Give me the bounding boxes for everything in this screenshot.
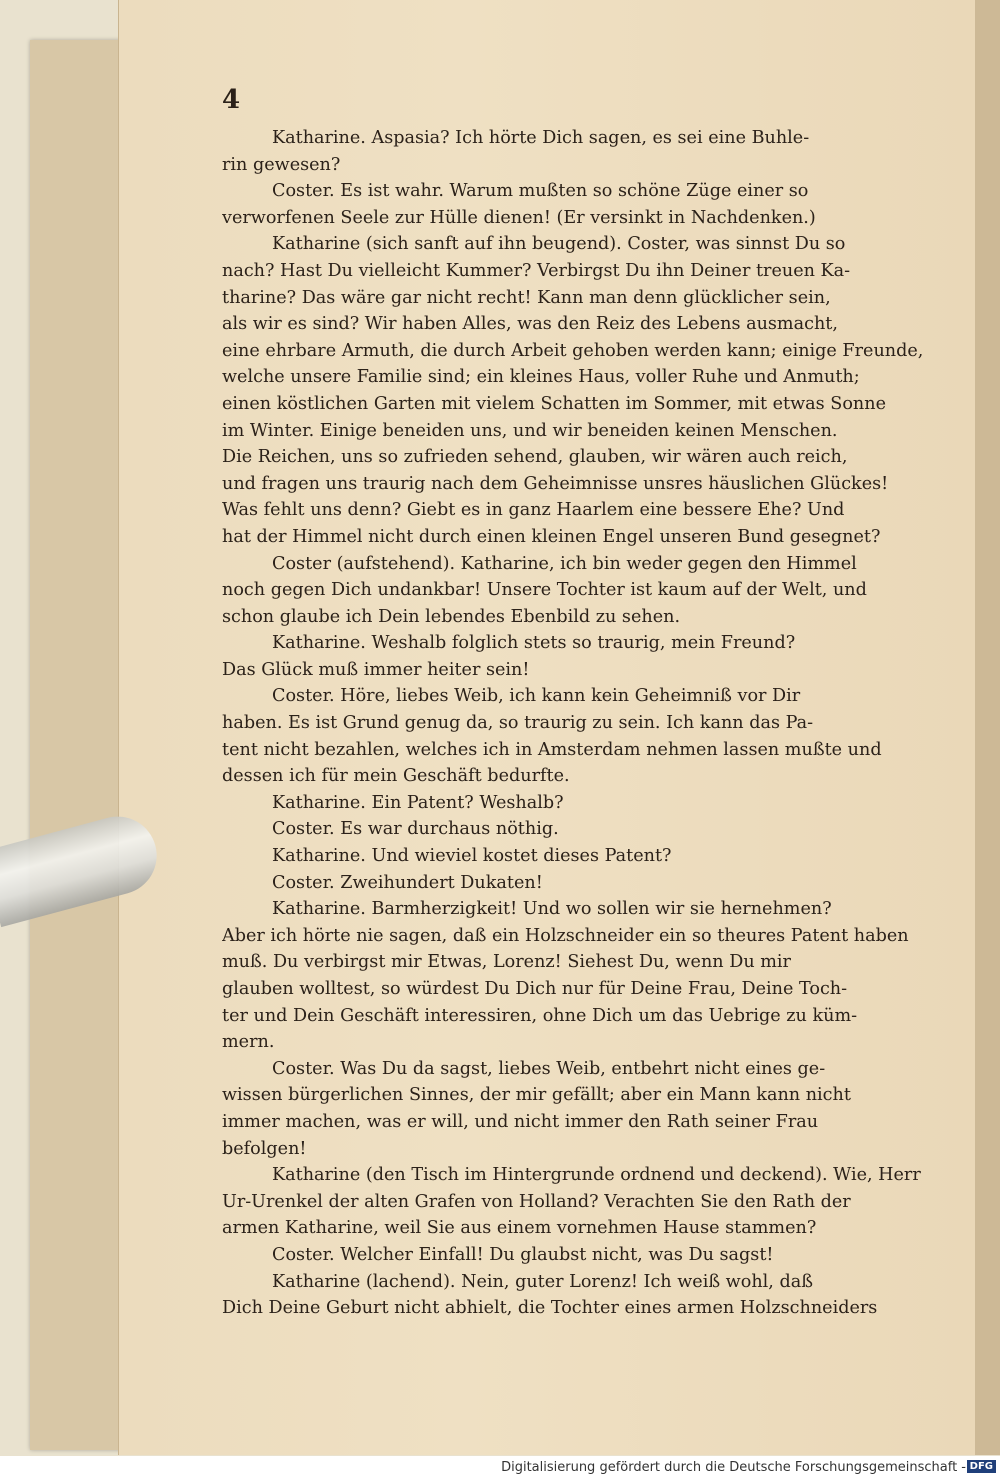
text-line: Coster. Zweihundert Dukaten! [272,872,543,893]
text-line: Coster. Welcher Einfall! Du glaubst nicht, was Du sagst! [272,1244,774,1265]
text-line: Aber ich hörte nie sagen, daß ein Holzschneider ein so theures Patent haben [222,925,909,946]
text-line: im Winter. Einige beneiden uns, und wir beneiden keinen Menschen. [222,420,838,441]
text-line: befolgen! [222,1138,307,1159]
text-line: Katharine (lachend). Nein, guter Lorenz! Ich weiß wohl, daß [272,1271,813,1292]
text-line: Die Reichen, uns so zufrieden sehend, glauben, wir wären auch reich, [222,447,848,468]
text-line: armen Katharine, weil Sie aus einem vornehmen Hause stammen? [222,1218,817,1239]
text-line: als wir es sind? Wir haben Alles, was den Reiz des Lebens ausmacht, [222,314,838,335]
text-line: Katharine. Aspasia? Ich hörte Dich sagen, es sei eine Buhle- [272,128,810,148]
text-line: und fragen uns traurig nach dem Geheimnisse unsres häuslichen Glückes! [222,473,889,494]
text-line: Coster (aufstehend). Katharine, ich bin weder gegen den Himmel [272,553,857,574]
text-line: Katharine (sich sanft auf ihn beugend). Coster, was sinnst Du so [272,234,846,255]
text-line: glauben wolltest, so würdest Du Dich nur für Deine Frau, Deine Toch- [222,979,848,999]
text-line: Coster. Es war durchaus nöthig. [272,819,559,840]
text-line: eine ehrbare Armuth, die durch Arbeit gehoben werden kann; einige Freunde, [222,340,924,361]
text-line: muß. Du verbirgst mir Etwas, Lorenz! Siehest Du, wenn Du mir [222,952,791,973]
page-number: 4 [222,85,241,115]
text-line: Katharine. Ein Patent? Weshalb? [272,792,564,813]
text-line: Das Glück muß immer heiter sein! [222,659,530,680]
text-line: immer machen, was er will, und nicht immer den Rath seiner Frau [222,1111,819,1132]
text-line: rin gewesen? [222,154,341,175]
dfg-logo: DFG [967,1460,996,1473]
text-line: dessen ich für mein Geschäft bedurfte. [222,766,570,787]
text-line: welche unsere Familie sind; ein kleines Haus, voller Ruhe und Anmuth; [222,367,860,388]
text-line: Katharine. Weshalb folglich stets so traurig, mein Freund? [272,633,796,654]
text-line: hat der Himmel nicht durch einen kleinen Engel unseren Bund gesegnet? [222,526,881,547]
text-line: Was fehlt uns denn? Giebt es in ganz Haarlem eine bessere Ehe? Und [222,500,845,521]
text-line: Ur-Urenkel der alten Grafen von Holland? Verachten Sie den Rath der [222,1191,851,1212]
text-line: Katharine. Barmherzigkeit! Und wo sollen wir sie hernehmen? [272,899,832,920]
footer-credit: Digitalisierung gefördert durch die Deutsche Forschungsgemeinschaft - [501,1460,966,1475]
text-line: Katharine. Und wieviel kostet dieses Patent? [272,846,672,867]
footer-bar [0,1456,1000,1478]
text-line: einen köstlichen Garten mit vielem Schatten im Sommer, mit etwas Sonne [222,393,886,414]
text-line: ter und Dein Geschäft interessiren, ohne Dich um das Uebrige zu küm- [222,1005,858,1026]
text-line: noch gegen Dich undankbar! Unsere Tochter ist kaum auf der Welt, und [222,580,867,601]
text-line: haben. Es ist Grund genug da, so traurig zu sein. Ich kann das Pa- [222,713,814,734]
page-edge [975,0,1000,1455]
text-line: nach? Hast Du vielleicht Kummer? Verbirgst Du ihn Deiner treuen Ka- [222,260,851,281]
text-line: Katharine (den Tisch im Hintergrunde ordnend und deckend). Wie, Herr [272,1165,921,1186]
text-line: Coster. Höre, liebes Weib, ich kann kein Geheimniß vor Dir [272,686,801,707]
text-line: wissen bürgerlichen Sinnes, der mir gefällt; aber ein Mann kann nicht [222,1085,851,1106]
text-line: Coster. Was Du da sagst, liebes Weib, entbehrt nicht eines ge- [272,1058,826,1079]
text-lines [222,125,928,1322]
text-line: Coster. Es ist wahr. Warum mußten so schöne Züge einer so [272,181,809,202]
page-text [222,85,928,1335]
text-line: tent nicht bezahlen, welches ich in Amsterdam nehmen lassen mußte und [222,739,882,760]
text-line: mern. [222,1032,275,1053]
text-line: tharine? Das wäre gar nicht recht! Kann man denn glücklicher sein, [222,287,831,308]
text-line: Dich Deine Geburt nicht abhielt, die Tochter eines armen Holzschneiders [222,1298,878,1319]
text-line: schon glaube ich Dein lebendes Ebenbild zu sehen. [222,606,681,627]
text-line: verworfenen Seele zur Hülle dienen! (Er versinkt in Nachdenken.) [222,207,816,228]
